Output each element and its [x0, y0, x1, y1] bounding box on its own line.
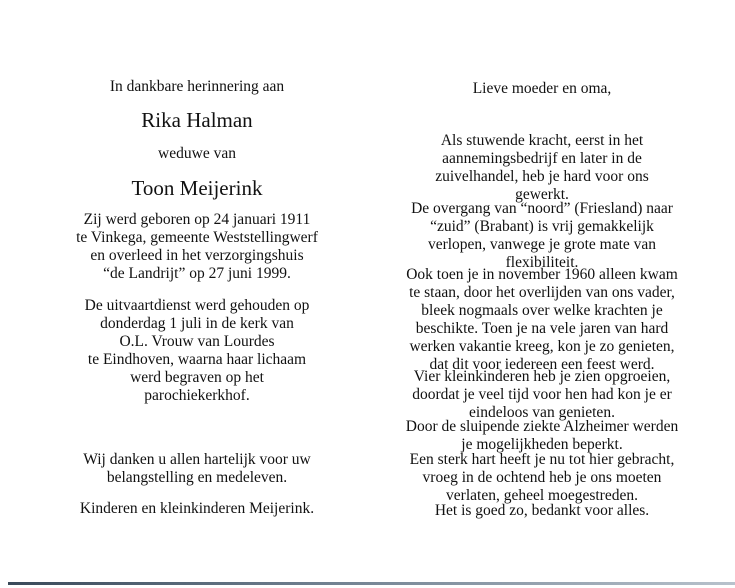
signature-text: Kinderen en kleinkinderen Meijerink.: [79, 500, 315, 517]
thanks-line: belangstelling en medeleven.: [106, 469, 288, 486]
birth-line: en overleed in het verzorgingshuis: [90, 247, 304, 264]
poem-line: bleek nogmaals over welke krachten je: [421, 302, 663, 319]
poem-line: verlaten, geheel moegestreden.: [446, 487, 638, 504]
poem-line: “zuid” (Brabant) is vrij gemakkelijk: [430, 218, 654, 235]
birth-line: te Vinkega, gemeente Weststellingwerf: [76, 229, 318, 246]
poem-line: gewerkt.: [515, 186, 569, 203]
poem-line: De overgang van “noord” (Friesland) naar: [411, 200, 673, 217]
birth-line: Zij werd geboren op 24 januari 1911: [83, 211, 311, 228]
poem-line: Ook toen je in november 1960 alleen kwam: [406, 266, 678, 283]
poem-line: te staan, door het overlijden van ons vader,: [409, 284, 675, 301]
poem-line: vroeg in de ochtend heb je ons moeten: [422, 469, 662, 486]
poem-line: verlopen, vanwege je grote mate van: [427, 236, 657, 253]
poem-line: Vier kleinkinderen heb je zien opgroeien,: [413, 368, 671, 385]
poem-line: beschikte. Toen je na vele jaren van hard: [415, 320, 669, 337]
intro-text: In dankbare herinnering aan: [109, 78, 285, 95]
funeral-line: parochiekerkhof.: [144, 387, 250, 404]
funeral-line: donderdag 1 juli in de kerk van: [100, 315, 294, 332]
poem-line: flexibiliteit.: [505, 254, 579, 271]
poem-line: eindeloos van genieten.: [469, 404, 615, 421]
poem-line: Door de sluipende ziekte Alzheimer werden: [405, 418, 679, 435]
thanks-line: Wij danken u allen hartelijk voor uw: [83, 451, 311, 468]
greeting-text: Lieve moeder en oma,: [472, 80, 612, 97]
poem-line: doordat je veel tijd voor hen had kon je er: [412, 386, 672, 403]
funeral-line: te Eindhoven, waarna haar lichaam: [87, 351, 307, 368]
poem-line: Als stuwende kracht, eerst in het: [440, 132, 644, 149]
deceased-name: Rika Halman: [141, 108, 253, 132]
poem-line: zuivelhandel, heb je hard voor ons: [435, 168, 649, 185]
poem-line: Het is goed zo, bedankt voor alles.: [434, 502, 650, 519]
poem-line: je mogelijkheden beperkt.: [461, 436, 623, 453]
birth-line: “de Landrijt” op 27 juni 1999.: [103, 265, 291, 282]
poem-line: aannemingsbedrijf en later in de: [442, 150, 642, 167]
funeral-line: werd begraven op het: [130, 369, 264, 386]
scan-edge-strip: [8, 582, 735, 585]
funeral-line: O.L. Vrouw van Lourdes: [119, 333, 275, 350]
funeral-line: De uitvaartdienst werd gehouden op: [84, 297, 310, 314]
poem-line: Een sterk hart heeft je nu tot hier gebracht,: [409, 451, 675, 468]
poem-line: werken vakantie kreeg, kon je zo genieten,: [409, 338, 675, 355]
spouse-name: Toon Meijerink: [131, 176, 263, 200]
relation-text: weduwe van: [158, 145, 236, 162]
poem-line: dat dit voor iedereen een feest werd.: [429, 356, 655, 373]
